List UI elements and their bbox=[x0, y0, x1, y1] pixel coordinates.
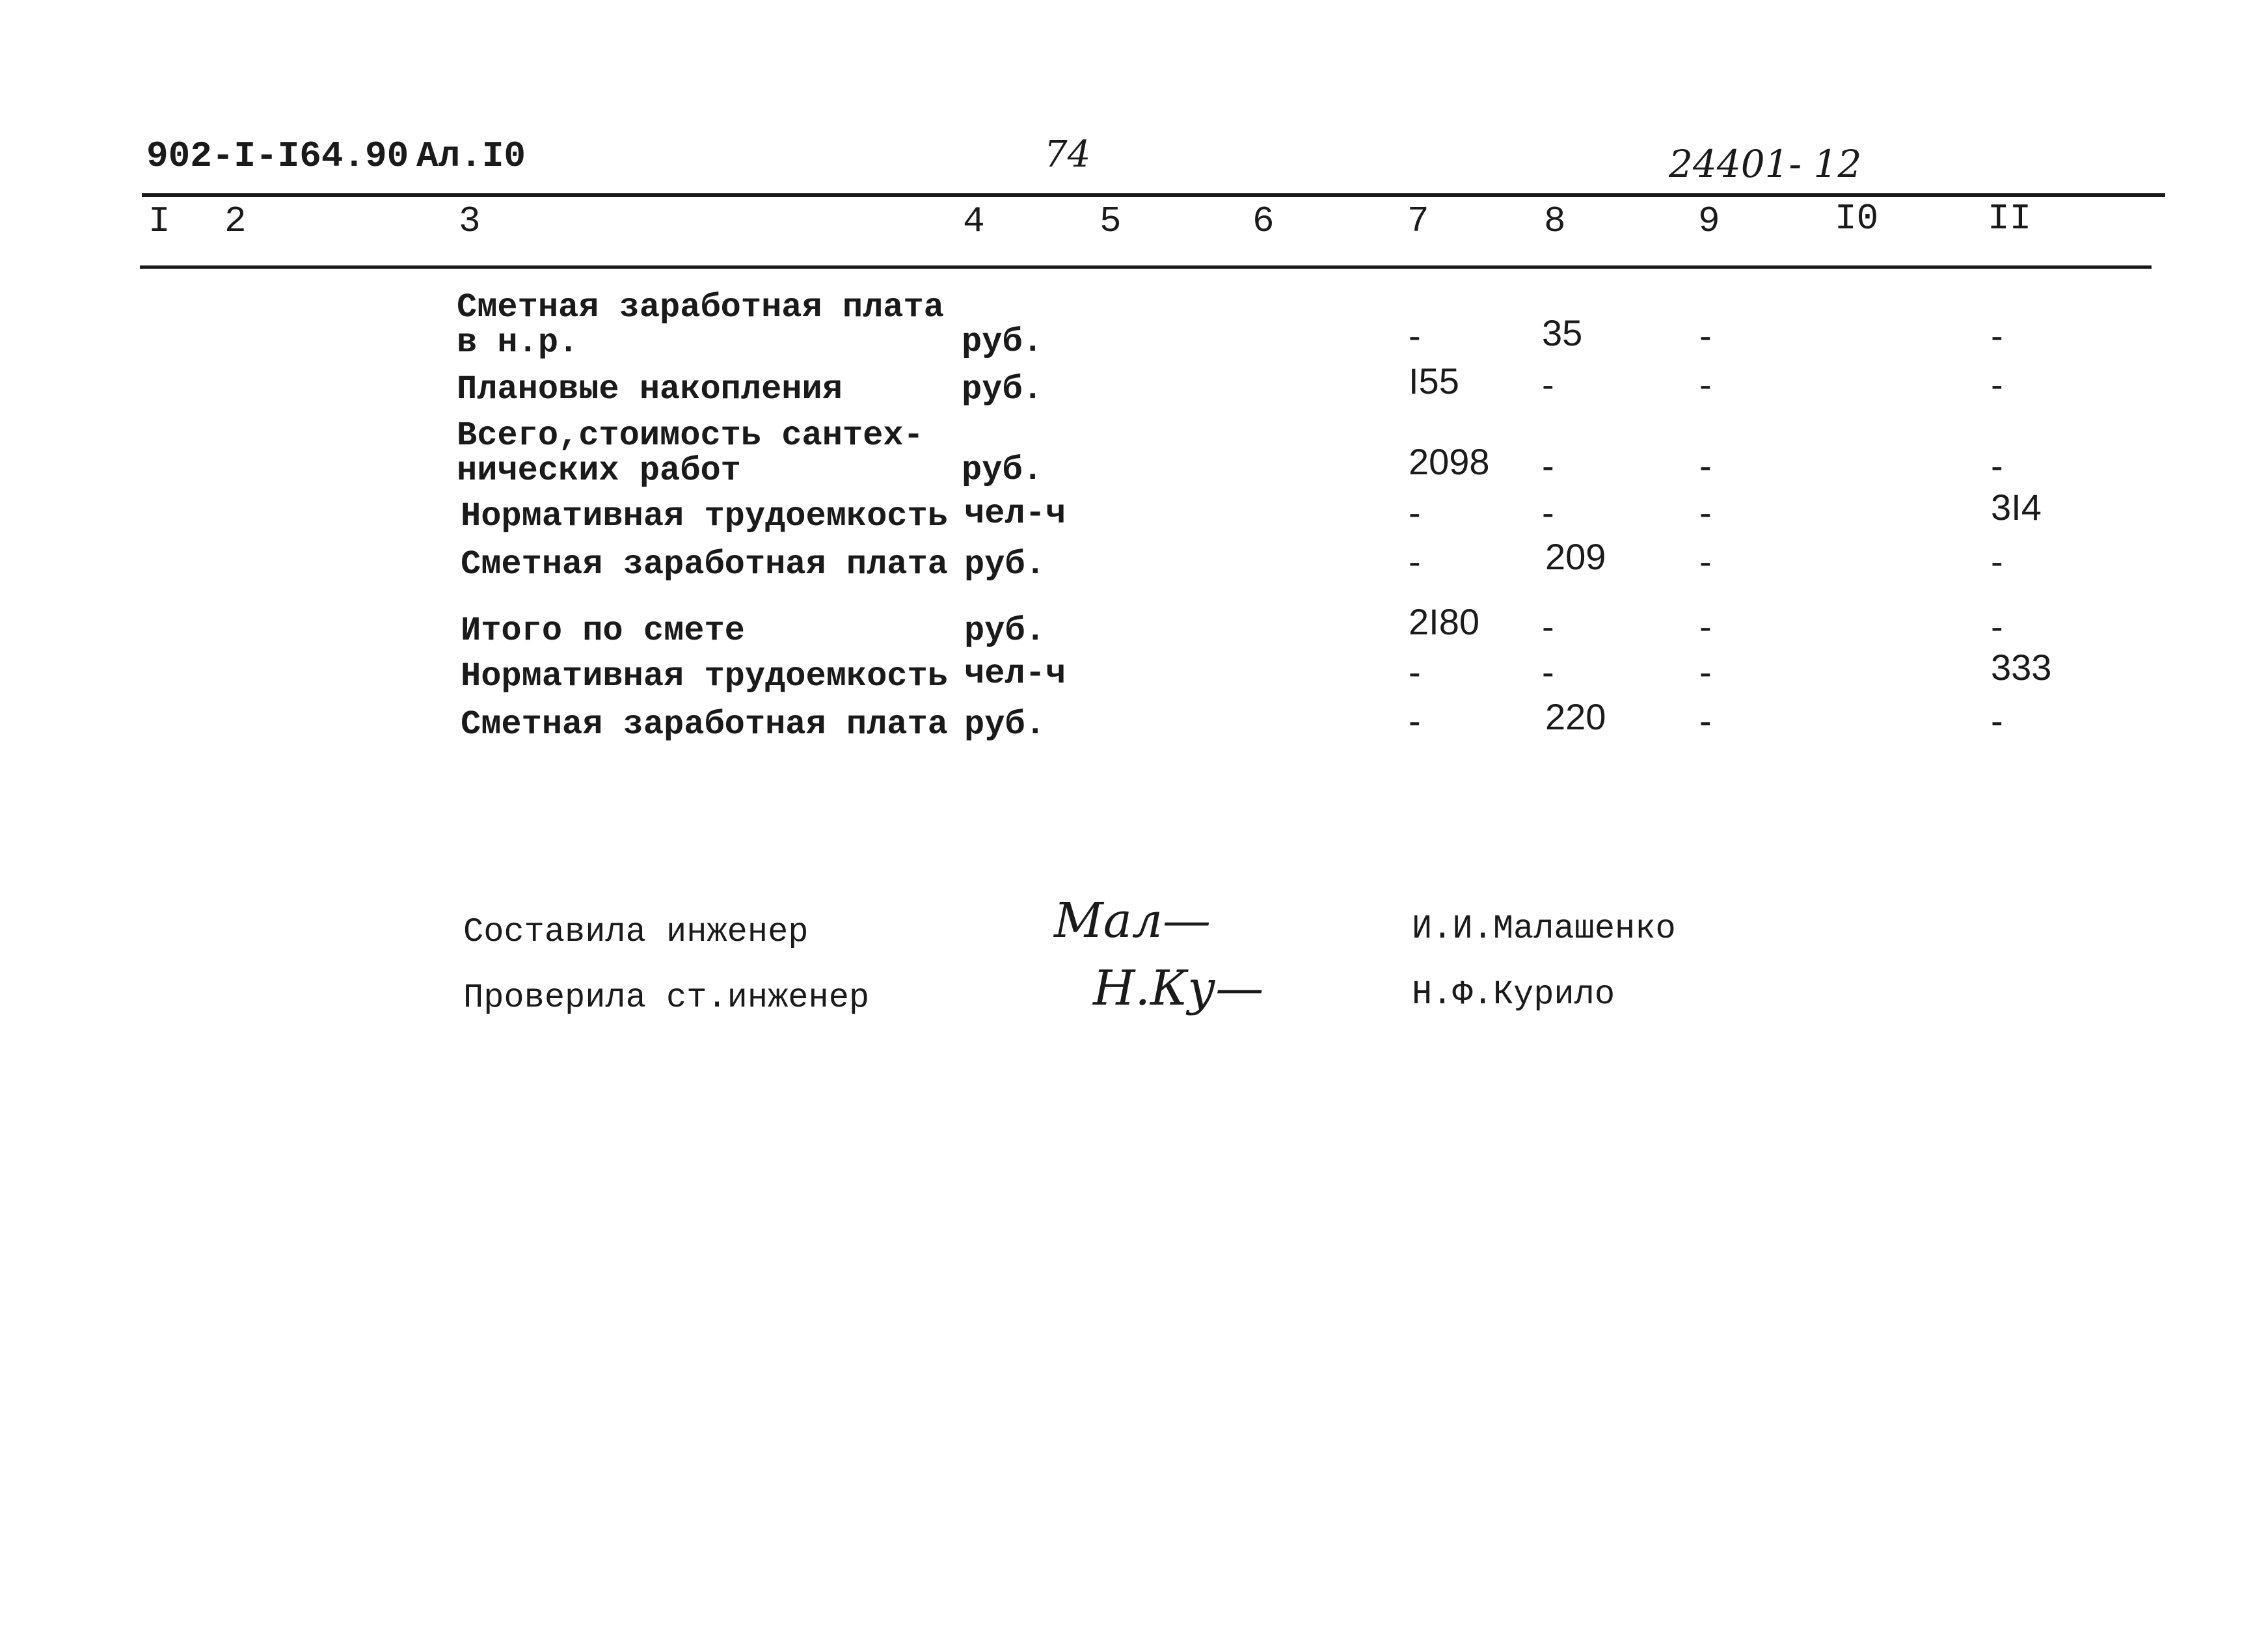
row-col9: - bbox=[1699, 700, 1712, 741]
column-header-1: I bbox=[148, 200, 170, 242]
document-number: 24401- 12 bbox=[1669, 142, 1862, 186]
column-header-6: 6 bbox=[1252, 200, 1275, 242]
row-unit: чел-ч bbox=[964, 655, 1066, 693]
row-col9: - bbox=[1699, 541, 1712, 582]
row-col9: - bbox=[1699, 315, 1712, 356]
row-col11: - bbox=[1991, 315, 2003, 356]
row-label: Сметная заработная плата в н.р. bbox=[457, 288, 944, 362]
row-label: Нормативная трудоемкость bbox=[461, 657, 948, 696]
row-col8: - bbox=[1542, 606, 1554, 647]
row-col8: - bbox=[1542, 364, 1554, 405]
row-col8: - bbox=[1542, 651, 1554, 692]
row-label: Итого по смете bbox=[461, 612, 745, 650]
row-col11: 3I4 bbox=[1991, 487, 2042, 528]
column-header-7: 7 bbox=[1407, 200, 1429, 242]
column-header-9: 9 bbox=[1698, 200, 1720, 242]
row-unit: руб. bbox=[962, 323, 1043, 361]
row-col9: - bbox=[1699, 364, 1712, 405]
row-unit: руб. bbox=[962, 451, 1043, 489]
row-col9: - bbox=[1699, 445, 1712, 486]
column-header-2: 2 bbox=[224, 200, 247, 242]
signatory-name: И.И.Малашенко bbox=[1412, 910, 1676, 948]
row-col11: 333 bbox=[1991, 647, 2052, 688]
handwritten-signature: Мал— bbox=[1054, 893, 1211, 949]
row-unit: руб. bbox=[964, 612, 1046, 650]
row-col8: - bbox=[1542, 492, 1554, 533]
row-unit: руб. bbox=[964, 705, 1046, 744]
row-col7: - bbox=[1409, 315, 1421, 356]
row-label: Всего,стоимость сантех- нических работ bbox=[457, 416, 924, 490]
row-col8: 209 bbox=[1545, 536, 1606, 577]
row-label: Нормативная трудоемкость bbox=[461, 497, 948, 535]
row-col8: - bbox=[1542, 445, 1554, 486]
row-col7: - bbox=[1409, 651, 1421, 692]
column-header-8: 8 bbox=[1544, 200, 1566, 242]
row-unit: чел-ч bbox=[964, 494, 1066, 533]
row-col7: 2I80 bbox=[1409, 601, 1479, 642]
header-bottom-rule bbox=[140, 265, 2152, 269]
row-col9: - bbox=[1699, 606, 1712, 647]
header-top-rule bbox=[142, 193, 2165, 197]
row-label: Сметная заработная плата bbox=[461, 705, 948, 744]
column-header-5: 5 bbox=[1100, 200, 1122, 242]
column-header-11: II bbox=[1988, 198, 2032, 239]
row-col11: - bbox=[1991, 364, 2003, 405]
document-code: 902-I-I64.90 bbox=[146, 135, 409, 177]
row-col7: I55 bbox=[1409, 360, 1459, 401]
row-col8: 220 bbox=[1545, 696, 1606, 737]
row-col8: 35 bbox=[1542, 312, 1583, 353]
row-col11: - bbox=[1991, 445, 2003, 486]
handwritten-signature: Н.Ку— bbox=[1093, 960, 1264, 1016]
row-col7: - bbox=[1409, 700, 1421, 741]
row-label: Сметная заработная плата bbox=[461, 545, 948, 584]
row-unit: руб. bbox=[964, 545, 1046, 584]
signature-role: Проверила ст.инженер bbox=[463, 979, 870, 1017]
row-col11: - bbox=[1991, 606, 2003, 647]
column-header-3: 3 bbox=[459, 200, 481, 242]
row-col7: - bbox=[1409, 492, 1421, 533]
signature-role: Составила инженер bbox=[463, 913, 809, 951]
signatory-name: Н.Ф.Курило bbox=[1412, 975, 1615, 1014]
column-header-4: 4 bbox=[963, 200, 985, 242]
column-header-10: I0 bbox=[1835, 198, 1879, 239]
row-label: Плановые накопления bbox=[457, 370, 843, 409]
row-col7: - bbox=[1409, 541, 1421, 582]
row-unit: руб. bbox=[962, 370, 1043, 409]
row-col11: - bbox=[1991, 700, 2003, 741]
row-col7: 2098 bbox=[1409, 441, 1490, 482]
row-col9: - bbox=[1699, 651, 1712, 692]
sheet-number: Ал.I0 bbox=[416, 135, 526, 177]
row-col9: - bbox=[1699, 492, 1712, 533]
page-number: 74 bbox=[1044, 133, 1091, 176]
row-col11: - bbox=[1991, 541, 2003, 582]
